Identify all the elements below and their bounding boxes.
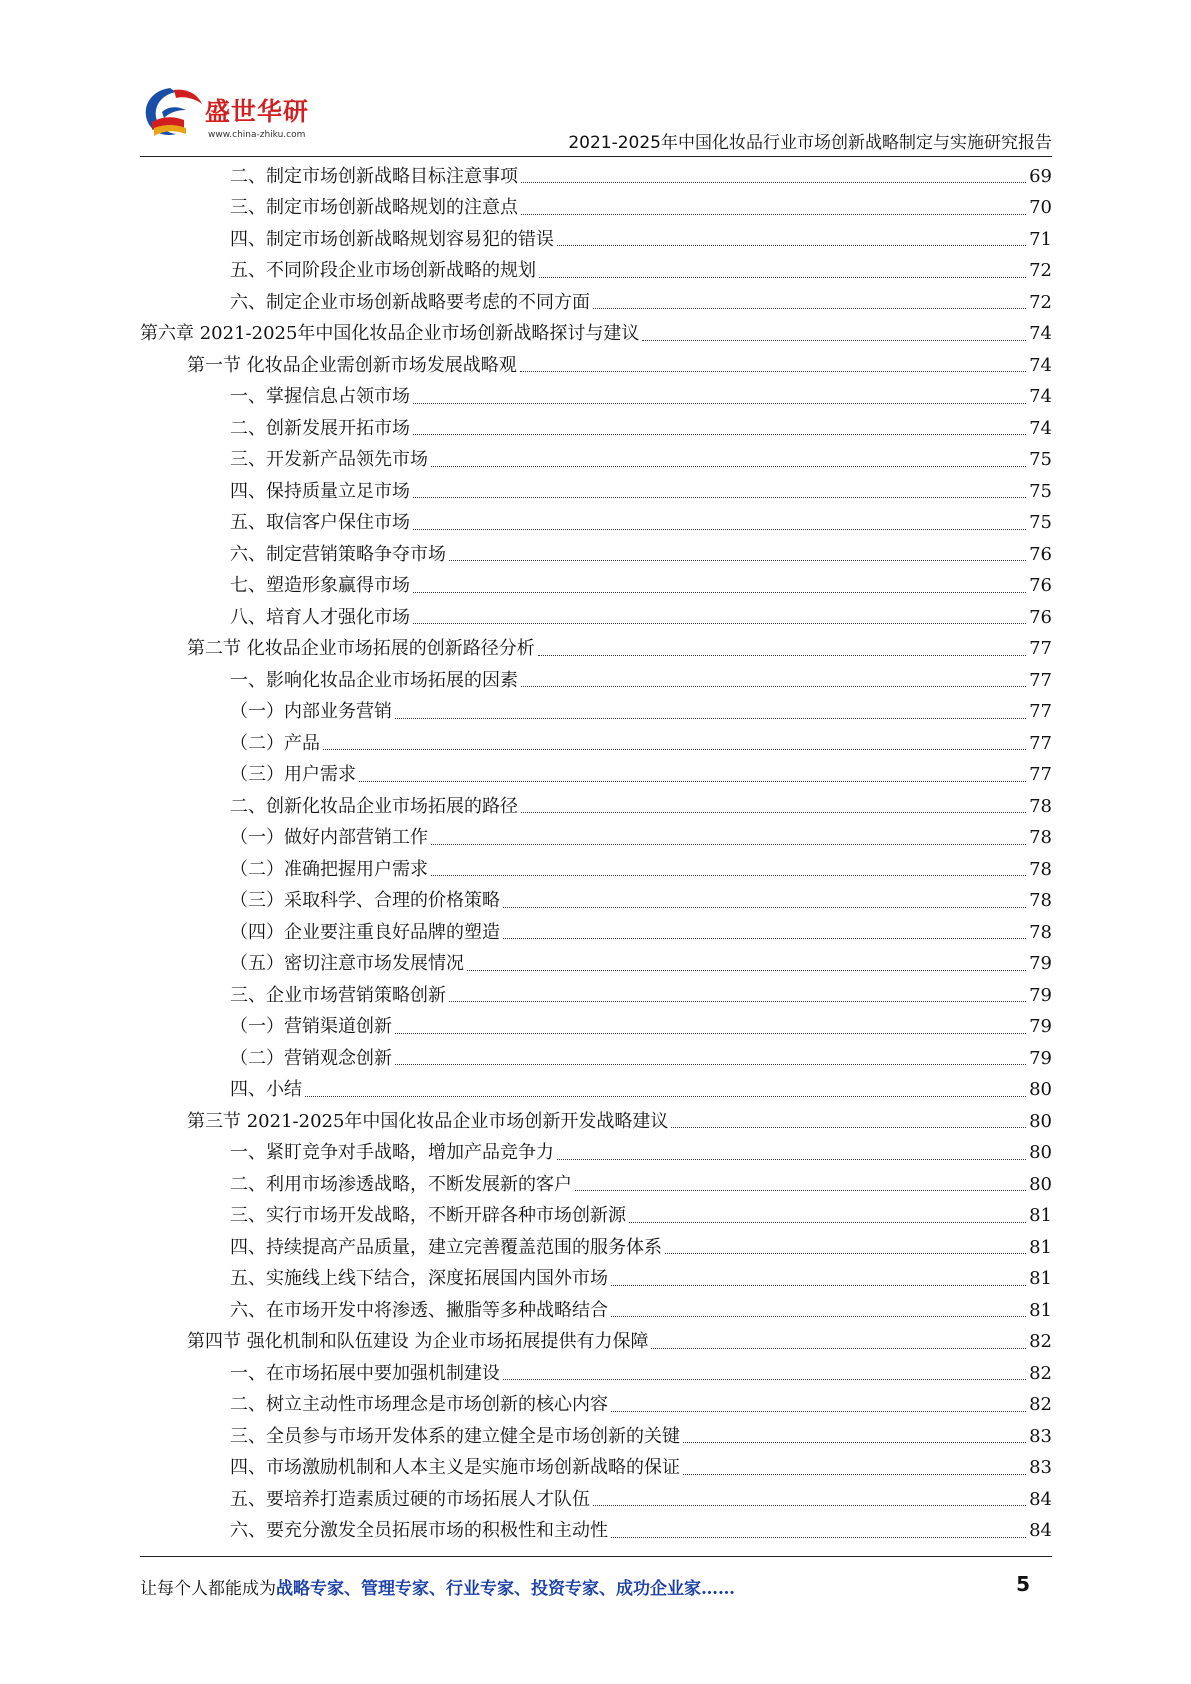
toc-entry-title: 一、在市场拓展中要加强机制建设 (230, 1362, 500, 1384)
toc-dot-leader (611, 1316, 1026, 1317)
toc-entry-title: （一）营销渠道创新 (230, 1016, 392, 1038)
toc-entry-title: 四、保持质量立足市场 (230, 480, 410, 502)
toc-entry-title: 五、要培养打造素质过硬的市场拓展人才队伍 (230, 1488, 590, 1510)
toc-dot-leader (611, 1537, 1026, 1538)
page-number: 5 (1016, 1572, 1030, 1596)
toc-entry[interactable] (140, 193, 1052, 225)
toc-entry-title: 五、不同阶段企业市场创新战略的规划 (230, 260, 536, 282)
toc-entry-title: 二、创新化妆品企业市场拓展的路径 (230, 795, 518, 817)
toc-entry-title: 第六章 2021-2025年中国化妆品企业市场创新战略探讨与建议 (140, 323, 640, 345)
company-logo (140, 82, 310, 146)
toc-dot-leader (413, 529, 1026, 530)
footer-slogan (140, 1574, 735, 1599)
logo-name: 盛世华研 (205, 97, 310, 126)
toc-entry-page: 84 (1029, 1520, 1052, 1542)
toc-entry[interactable] (140, 980, 1052, 1012)
toc-dot-leader (431, 844, 1026, 845)
toc-entry[interactable] (140, 791, 1052, 823)
toc-entry[interactable] (140, 539, 1052, 571)
toc-entry-page: 72 (1029, 291, 1052, 313)
toc-entry[interactable] (140, 1043, 1052, 1075)
toc-entry-page: 76 (1029, 575, 1052, 597)
toc-entry-title: 第一节 化妆品企业需创新市场发展战略观 (187, 354, 517, 376)
toc-entry-page: 78 (1029, 890, 1052, 912)
toc-entry-page: 81 (1029, 1205, 1052, 1227)
toc-entry-title: 第三节 2021-2025年中国化妆品企业市场创新开发战略建议 (187, 1110, 669, 1132)
toc-dot-leader (503, 1379, 1026, 1380)
toc-dot-leader (413, 434, 1026, 435)
toc-dot-leader (305, 1096, 1026, 1097)
toc-dot-leader (413, 403, 1026, 404)
toc-entry[interactable] (140, 1232, 1052, 1264)
toc-entry-page: 83 (1029, 1425, 1052, 1447)
toc-entry-page: 81 (1029, 1268, 1052, 1290)
toc-entry-page: 82 (1029, 1362, 1052, 1384)
toc-entry-page: 74 (1029, 323, 1052, 345)
toc-entry-page: 84 (1029, 1488, 1052, 1510)
toc-entry-page: 78 (1029, 827, 1052, 849)
toc-entry-title: 四、小结 (230, 1079, 302, 1101)
toc-entry-page: 75 (1029, 480, 1052, 502)
table-of-contents (140, 161, 1052, 1547)
toc-entry-title: 一、影响化妆品企业市场拓展的因素 (230, 669, 518, 691)
toc-entry[interactable] (140, 1484, 1052, 1516)
toc-entry-title: 二、创新发展开拓市场 (230, 417, 410, 439)
toc-entry[interactable] (140, 1358, 1052, 1390)
toc-entry[interactable] (140, 917, 1052, 949)
toc-dot-leader (449, 560, 1026, 561)
toc-entry[interactable] (140, 571, 1052, 603)
toc-entry-title: 第四节 强化机制和队伍建设 为企业市场拓展提供有力保障 (187, 1331, 649, 1353)
toc-entry[interactable] (140, 319, 1052, 351)
toc-entry[interactable] (140, 413, 1052, 445)
toc-dot-leader (593, 308, 1026, 309)
toc-entry[interactable] (140, 949, 1052, 981)
toc-entry-page: 70 (1029, 197, 1052, 219)
toc-dot-leader (683, 1474, 1026, 1475)
toc-entry-title: （三）用户需求 (230, 764, 356, 786)
toc-entry[interactable] (140, 1012, 1052, 1044)
toc-dot-leader (575, 1190, 1026, 1191)
toc-dot-leader (503, 938, 1026, 939)
toc-dot-leader (521, 214, 1026, 215)
toc-entry[interactable] (140, 1264, 1052, 1296)
toc-entry[interactable] (140, 1421, 1052, 1453)
toc-entry[interactable] (140, 886, 1052, 918)
toc-entry-page: 81 (1029, 1299, 1052, 1321)
toc-entry-title: 八、培育人才强化市场 (230, 606, 410, 628)
toc-entry[interactable] (140, 1138, 1052, 1170)
toc-entry-title: 一、紧盯竞争对手战略，增加产品竞争力 (230, 1142, 554, 1164)
toc-entry-title: 三、实行市场开发战略，不断开辟各种市场创新源 (230, 1205, 626, 1227)
toc-entry[interactable] (140, 665, 1052, 697)
toc-entry-page: 79 (1029, 953, 1052, 975)
toc-entry-page: 77 (1029, 732, 1052, 754)
toc-entry-title: 六、要充分激发全员拓展市场的积极性和主动性 (230, 1520, 608, 1542)
toc-dot-leader (683, 1442, 1026, 1443)
toc-entry-page: 69 (1029, 165, 1052, 187)
toc-entry-title: （三）采取科学、合理的价格策略 (230, 890, 500, 912)
toc-entry[interactable] (140, 697, 1052, 729)
toc-entry-page: 78 (1029, 921, 1052, 943)
toc-dot-leader (395, 1064, 1026, 1065)
toc-entry-title: 四、市场激励机制和人本主义是实施市场创新战略的保证 (230, 1457, 680, 1479)
toc-entry[interactable] (140, 1295, 1052, 1327)
toc-dot-leader (665, 1253, 1026, 1254)
toc-entry-page: 75 (1029, 449, 1052, 471)
toc-entry[interactable] (140, 728, 1052, 760)
toc-dot-leader (449, 1001, 1026, 1002)
toc-entry-title: 三、企业市场营销策略创新 (230, 984, 446, 1006)
toc-entry[interactable] (140, 1516, 1052, 1548)
toc-entry-page: 71 (1029, 228, 1052, 250)
toc-entry-page: 83 (1029, 1457, 1052, 1479)
toc-entry-title: 三、开发新产品领先市场 (230, 449, 428, 471)
toc-entry-page: 82 (1029, 1394, 1052, 1416)
toc-dot-leader (557, 245, 1026, 246)
toc-entry[interactable] (140, 1169, 1052, 1201)
toc-entry-page: 80 (1029, 1142, 1052, 1164)
page-header (140, 82, 1052, 158)
toc-entry-page: 77 (1029, 764, 1052, 786)
toc-dot-leader (413, 497, 1026, 498)
toc-entry[interactable] (140, 602, 1052, 634)
toc-dot-leader (521, 812, 1026, 813)
toc-entry-title: （一）做好内部营销工作 (230, 827, 428, 849)
toc-dot-leader (538, 655, 1026, 656)
toc-entry[interactable] (140, 287, 1052, 319)
toc-entry-title: （一）内部业务营销 (230, 701, 392, 723)
toc-entry[interactable] (140, 823, 1052, 855)
toc-dot-leader (651, 1348, 1026, 1349)
toc-entry-page: 76 (1029, 606, 1052, 628)
toc-entry-title: （四）企业要注重良好品牌的塑造 (230, 921, 500, 943)
toc-entry-title: （二）营销观念创新 (230, 1047, 392, 1069)
toc-dot-leader (359, 781, 1026, 782)
toc-entry[interactable] (140, 1075, 1052, 1107)
toc-dot-leader (520, 371, 1026, 372)
toc-dot-leader (413, 592, 1026, 593)
toc-dot-leader (593, 1505, 1026, 1506)
toc-entry-title: 三、全员参与市场开发体系的建立健全是市场创新的关键 (230, 1425, 680, 1447)
toc-entry[interactable] (140, 256, 1052, 288)
toc-entry-page: 82 (1029, 1331, 1052, 1353)
toc-entry[interactable] (140, 508, 1052, 540)
toc-dot-leader (395, 718, 1026, 719)
toc-entry-title: 二、树立主动性市场理念是市场创新的核心内容 (230, 1394, 608, 1416)
toc-entry[interactable] (140, 1453, 1052, 1485)
toc-dot-leader (431, 466, 1026, 467)
toc-dot-leader (323, 749, 1026, 750)
logo-url: www.china-zhiku.com (208, 130, 306, 140)
toc-dot-leader (395, 1033, 1026, 1034)
toc-entry-page: 77 (1029, 701, 1052, 723)
toc-entry-page: 79 (1029, 1047, 1052, 1069)
toc-entry-page: 74 (1029, 354, 1052, 376)
toc-entry-title: 三、制定市场创新战略规划的注意点 (230, 197, 518, 219)
toc-dot-leader (539, 277, 1026, 278)
toc-entry[interactable] (140, 1201, 1052, 1233)
toc-entry[interactable] (140, 854, 1052, 886)
header-divider (140, 156, 1052, 157)
toc-dot-leader (642, 340, 1026, 341)
toc-dot-leader (611, 1411, 1026, 1412)
toc-entry-title: （五）密切注意市场发展情况 (230, 953, 464, 975)
toc-entry-page: 76 (1029, 543, 1052, 565)
toc-dot-leader (521, 182, 1026, 183)
toc-entry-page: 79 (1029, 1016, 1052, 1038)
toc-dot-leader (557, 1159, 1026, 1160)
toc-entry-page: 75 (1029, 512, 1052, 534)
toc-entry-page: 78 (1029, 795, 1052, 817)
toc-entry-title: 二、制定市场创新战略目标注意事项 (230, 165, 518, 187)
toc-dot-leader (431, 875, 1026, 876)
toc-entry[interactable] (140, 350, 1052, 382)
toc-entry-title: 四、持续提高产品质量，建立完善覆盖范围的服务体系 (230, 1236, 662, 1258)
toc-dot-leader (467, 970, 1026, 971)
toc-entry-page: 77 (1029, 638, 1052, 660)
toc-entry-title: 五、实施线上线下结合，深度拓展国内国外市场 (230, 1268, 608, 1290)
toc-entry[interactable] (140, 476, 1052, 508)
toc-entry[interactable] (140, 1390, 1052, 1422)
toc-dot-leader (503, 907, 1026, 908)
toc-entry-page: 77 (1029, 669, 1052, 691)
toc-entry-title: （二）准确把握用户需求 (230, 858, 428, 880)
toc-entry-title: 第二节 化妆品企业市场拓展的创新路径分析 (187, 638, 535, 660)
toc-entry-title: 一、掌握信息占领市场 (230, 386, 410, 408)
toc-dot-leader (413, 623, 1026, 624)
footer-divider (140, 1556, 1052, 1557)
toc-entry-title: 七、塑造形象赢得市场 (230, 575, 410, 597)
report-title: 2021-2025年中国化妆品行业市场创新战略制定与实施研究报告 (568, 133, 1052, 153)
toc-entry-page: 80 (1029, 1173, 1052, 1195)
toc-entry[interactable] (140, 382, 1052, 414)
toc-entry-page: 81 (1029, 1236, 1052, 1258)
toc-entry-title: 五、取信客户保住市场 (230, 512, 410, 534)
toc-entry[interactable] (140, 445, 1052, 477)
toc-entry-page: 80 (1029, 1110, 1052, 1132)
toc-entry-page: 72 (1029, 260, 1052, 282)
toc-entry-page: 74 (1029, 386, 1052, 408)
toc-entry-title: 四、制定市场创新战略规划容易犯的错误 (230, 228, 554, 250)
toc-entry-page: 78 (1029, 858, 1052, 880)
toc-entry-title: 二、利用市场渗透战略，不断发展新的客户 (230, 1173, 572, 1195)
toc-entry[interactable] (140, 1106, 1052, 1138)
toc-entry-title: （二）产品 (230, 732, 320, 754)
page-footer (140, 1574, 1052, 1604)
toc-entry[interactable] (140, 161, 1052, 193)
toc-entry[interactable] (140, 760, 1052, 792)
toc-entry[interactable] (140, 634, 1052, 666)
toc-entry[interactable] (140, 1327, 1052, 1359)
toc-entry-page: 80 (1029, 1079, 1052, 1101)
toc-dot-leader (611, 1285, 1026, 1286)
toc-entry-page: 79 (1029, 984, 1052, 1006)
toc-entry-title: 六、制定营销策略争夺市场 (230, 543, 446, 565)
toc-entry-title: 六、在市场开发中将渗透、撇脂等多种战略结合 (230, 1299, 608, 1321)
toc-entry[interactable] (140, 224, 1052, 256)
slogan-prefix: 让每个人都能成为 (140, 1579, 276, 1599)
toc-dot-leader (521, 686, 1026, 687)
toc-entry-title: 六、制定企业市场创新战略要考虑的不同方面 (230, 291, 590, 313)
toc-dot-leader (629, 1222, 1026, 1223)
toc-dot-leader (671, 1127, 1026, 1128)
logo-emblem-icon (140, 82, 210, 146)
toc-entry-page: 74 (1029, 417, 1052, 439)
slogan-highlight: 战略专家、管理专家、行业专家、投资专家、成功企业家…… (276, 1579, 735, 1599)
